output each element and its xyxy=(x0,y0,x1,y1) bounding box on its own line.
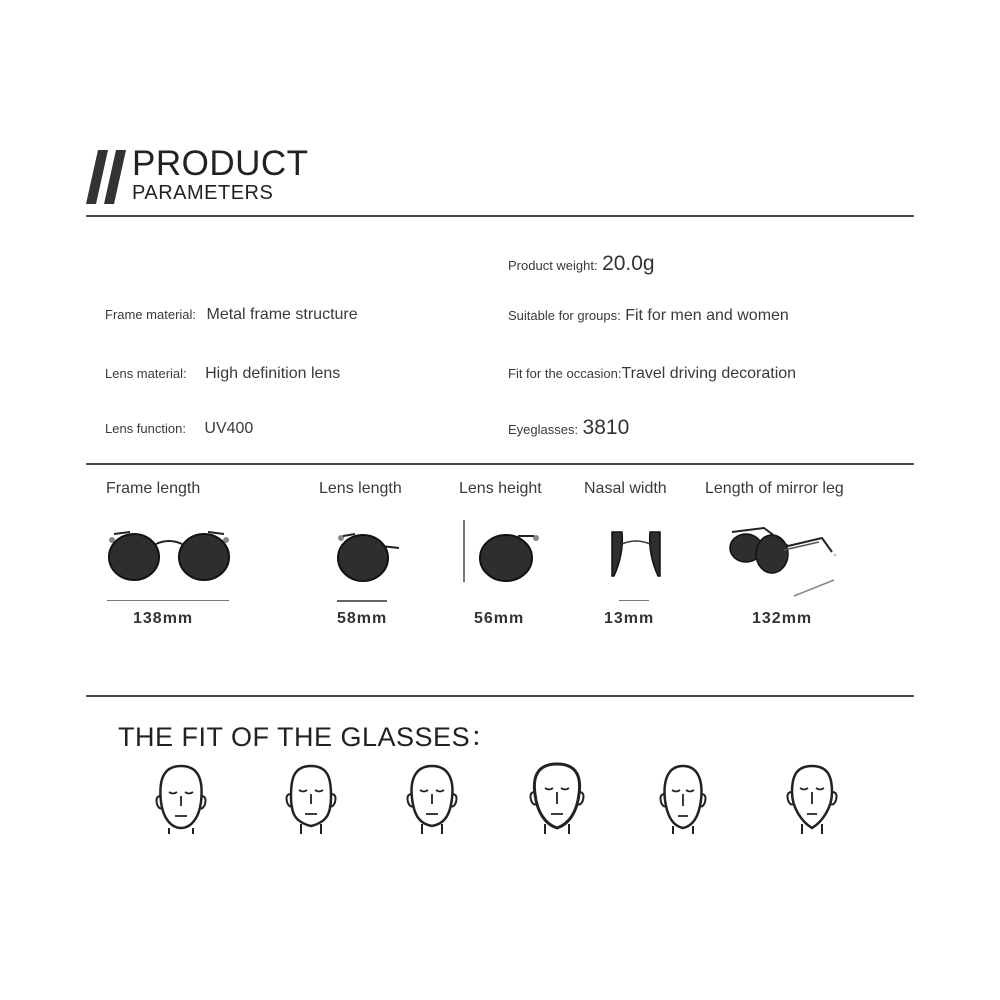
dim-value-mirror-leg: 132mm xyxy=(752,610,813,627)
param-occasion xyxy=(508,365,796,383)
divider-middle xyxy=(86,463,914,465)
param-value: High definition lens xyxy=(205,365,341,382)
long-face-icon xyxy=(653,762,713,834)
param-product-weight xyxy=(508,252,655,276)
fit-section-title: THE FIT OF THE GLASSES： xyxy=(118,722,498,752)
lens-side-icon xyxy=(333,530,403,586)
param-value: Metal frame structure xyxy=(206,306,358,323)
divider-bottom xyxy=(86,695,914,697)
param-label: Product weight: xyxy=(508,258,598,273)
param-label: Lens function: xyxy=(105,421,186,436)
dim-label-lens-length: Lens length xyxy=(319,480,402,497)
measure-line-lens-length xyxy=(337,600,387,602)
page-title: PRODUCT xyxy=(132,144,309,183)
param-frame-material xyxy=(105,306,358,324)
param-eyeglasses xyxy=(508,416,629,440)
round-face-icon xyxy=(151,762,211,834)
param-value: Fit for men and women xyxy=(625,307,789,324)
temple-leg-icon xyxy=(724,524,839,602)
param-label: Suitable for groups: xyxy=(508,308,621,323)
glasses-front-icon xyxy=(104,526,234,586)
measure-line-lens-height xyxy=(463,520,465,582)
dim-label-frame-length: Frame length xyxy=(106,480,201,497)
param-label: Frame material: xyxy=(105,307,197,322)
param-value: Travel driving decoration xyxy=(621,365,797,382)
dim-value-lens-length: 58mm xyxy=(337,610,388,627)
param-label: Lens material: xyxy=(105,366,187,381)
diamond-face-icon xyxy=(782,762,842,834)
double-slash-icon xyxy=(86,150,130,204)
lens-height-icon xyxy=(474,530,544,586)
divider-top xyxy=(86,215,914,217)
heart-face-icon xyxy=(527,762,587,834)
param-suitable-groups xyxy=(508,307,789,325)
measure-line-frame xyxy=(107,600,229,601)
dim-value-nasal-width: 13mm xyxy=(604,610,655,627)
measure-line-nasal xyxy=(619,600,649,601)
dim-label-lens-height: Lens height xyxy=(459,480,542,497)
param-value: 3810 xyxy=(582,416,630,439)
param-lens-function xyxy=(105,420,253,438)
dim-label-nasal-width: Nasal width xyxy=(584,480,667,497)
param-value: UV400 xyxy=(204,420,254,437)
param-label: Fit for the occasion: xyxy=(508,366,622,381)
param-value: 20.0g xyxy=(602,252,655,275)
square-face-icon xyxy=(281,762,341,834)
oval-face-icon xyxy=(402,762,462,834)
param-label: Eyeglasses: xyxy=(508,422,579,437)
dim-value-frame-length: 138mm xyxy=(133,610,194,627)
param-lens-material xyxy=(105,365,340,383)
nasal-bridge-icon xyxy=(610,530,662,580)
page-subtitle: PARAMETERS xyxy=(132,182,274,204)
dim-label-mirror-leg: Length of mirror leg xyxy=(705,480,844,497)
dim-value-lens-height: 56mm xyxy=(474,610,525,627)
